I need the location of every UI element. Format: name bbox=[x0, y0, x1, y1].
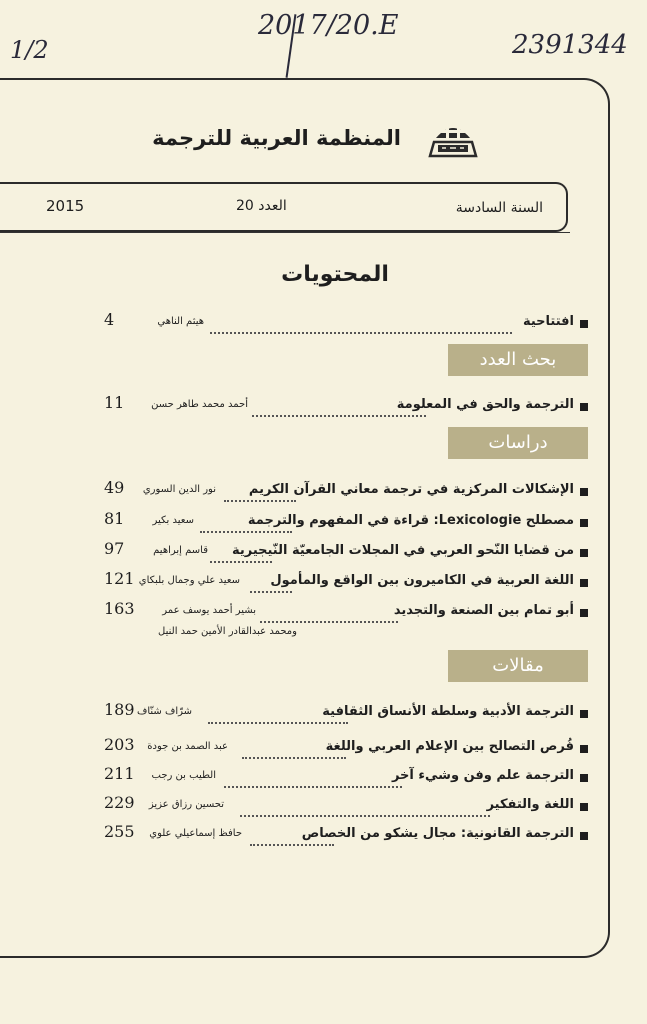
toc-page: 211 bbox=[104, 764, 135, 783]
bullet-icon bbox=[580, 579, 588, 587]
leader-dots bbox=[200, 513, 292, 533]
toc-author: بشير أحمد يوسف عمر bbox=[162, 605, 256, 616]
bullet-icon bbox=[580, 403, 588, 411]
bullet-icon bbox=[580, 488, 588, 496]
bullet-icon bbox=[580, 745, 588, 753]
handwritten-note-left: 1/2 bbox=[10, 36, 49, 64]
toc-author: سعيد علي وجمال بلبكاي bbox=[138, 575, 240, 586]
leader-dots bbox=[224, 768, 402, 788]
toc-entry bbox=[100, 700, 588, 728]
toc-title: افتتاحية bbox=[522, 314, 574, 329]
toc-entry bbox=[100, 793, 588, 821]
toc-entry bbox=[100, 509, 588, 537]
toc-author: سعيد بكير bbox=[152, 515, 194, 526]
leader-dots bbox=[240, 797, 490, 817]
divider bbox=[0, 232, 570, 233]
toc-entry bbox=[100, 539, 588, 567]
leader-dots bbox=[260, 603, 398, 623]
leader-dots bbox=[208, 704, 348, 724]
issue-number: العدد 20 bbox=[236, 198, 287, 214]
toc-author: أحمد محمد طاهر حسن bbox=[151, 399, 248, 410]
leader-dots bbox=[210, 543, 272, 563]
toc-page: 189 bbox=[104, 700, 135, 719]
toc-title: الترجمة القانونية: مجال يشكو من الخصاص bbox=[301, 826, 574, 841]
toc-page: 255 bbox=[104, 822, 135, 841]
toc-entry bbox=[100, 393, 588, 421]
toc-page: 4 bbox=[104, 310, 115, 329]
bullet-icon bbox=[580, 609, 588, 617]
bullet-icon bbox=[580, 803, 588, 811]
leader-dots bbox=[224, 482, 296, 502]
toc-title: الترجمة علم وفن وشيء آخر bbox=[391, 768, 574, 783]
issue-year: 2015 bbox=[46, 197, 85, 215]
handwritten-note-right: 2391344 bbox=[512, 30, 628, 60]
toc-entry bbox=[100, 478, 588, 506]
toc-page: 121 bbox=[104, 569, 135, 588]
toc-title: أبو تمام بين الصنعة والتجديد bbox=[393, 603, 574, 618]
leader-dots bbox=[250, 573, 292, 593]
toc-page: 81 bbox=[104, 509, 125, 528]
bullet-icon bbox=[580, 710, 588, 718]
toc-page: 97 bbox=[104, 539, 125, 558]
issue-volume: السنة السادسة bbox=[455, 200, 543, 216]
toc-entry bbox=[100, 822, 588, 850]
toc-author-secondary: ومحمد عبدالقادر الأمين حمد النيل bbox=[158, 626, 297, 637]
organization-logo-icon bbox=[426, 116, 480, 158]
toc-title: اللغة العربية في الكاميرون بين الواقع والمأمول bbox=[270, 573, 574, 588]
toc-author: نور الدين السوري bbox=[142, 484, 216, 495]
toc-author: هيثم الناهي bbox=[157, 316, 204, 327]
organization-name: المنظمة العربية للترجمة bbox=[152, 126, 401, 150]
leader-dots bbox=[210, 314, 512, 334]
section-header-articles: مقالات bbox=[448, 650, 588, 682]
toc-title: الترجمة الأدبية وسلطة الأنساق الثقافية bbox=[322, 704, 574, 719]
bullet-icon bbox=[580, 774, 588, 782]
toc-entry bbox=[100, 599, 588, 627]
section-header-research: بحث العدد bbox=[448, 344, 588, 376]
toc-entry bbox=[100, 310, 588, 338]
contents-title: المحتويات bbox=[281, 262, 389, 287]
toc-page: 49 bbox=[104, 478, 125, 497]
handwritten-note-middle: 2017/20.E bbox=[258, 10, 399, 41]
toc-title: الإشكالات المركزية في ترجمة معاني القرآن الكريم bbox=[248, 482, 574, 497]
toc-title: من قضايا النّحو العربي في المجلات الجامعيّة النّيجيرية bbox=[231, 543, 574, 558]
bullet-icon bbox=[580, 519, 588, 527]
bullet-icon bbox=[580, 832, 588, 840]
toc-entry bbox=[100, 735, 588, 763]
toc-page: 203 bbox=[104, 735, 135, 754]
toc-author: حافظ إسماعيلي علوي bbox=[149, 828, 242, 839]
toc-page: 229 bbox=[104, 793, 135, 812]
toc-title: اللغة والتفكير bbox=[486, 797, 574, 812]
section-header-studies: دراسات bbox=[448, 427, 588, 459]
bullet-icon bbox=[580, 320, 588, 328]
toc-author: قاسم إبراهيم bbox=[153, 545, 208, 556]
leader-dots bbox=[250, 826, 334, 846]
toc-title: فُرص التصالح بين الإعلام العربي واللغة bbox=[325, 739, 574, 754]
toc-author: شرّاف شنّاف bbox=[136, 706, 192, 717]
toc-title: الترجمة والحق في المعلومة bbox=[396, 397, 574, 412]
toc-page: 11 bbox=[104, 393, 125, 412]
bullet-icon bbox=[580, 549, 588, 557]
toc-entry bbox=[100, 764, 588, 792]
leader-dots bbox=[252, 397, 426, 417]
toc-author: عبد الصمد بن جودة bbox=[147, 741, 228, 752]
toc-entry bbox=[100, 569, 588, 597]
toc-author: الطيب بن رجب bbox=[151, 770, 216, 781]
toc-title: مصطلح Lexicologie: قراءة في المفهوم والترجمة bbox=[247, 513, 574, 528]
leader-dots bbox=[242, 739, 346, 759]
toc-page: 163 bbox=[104, 599, 135, 618]
toc-author: تحسين رزاق عزيز bbox=[148, 799, 224, 810]
